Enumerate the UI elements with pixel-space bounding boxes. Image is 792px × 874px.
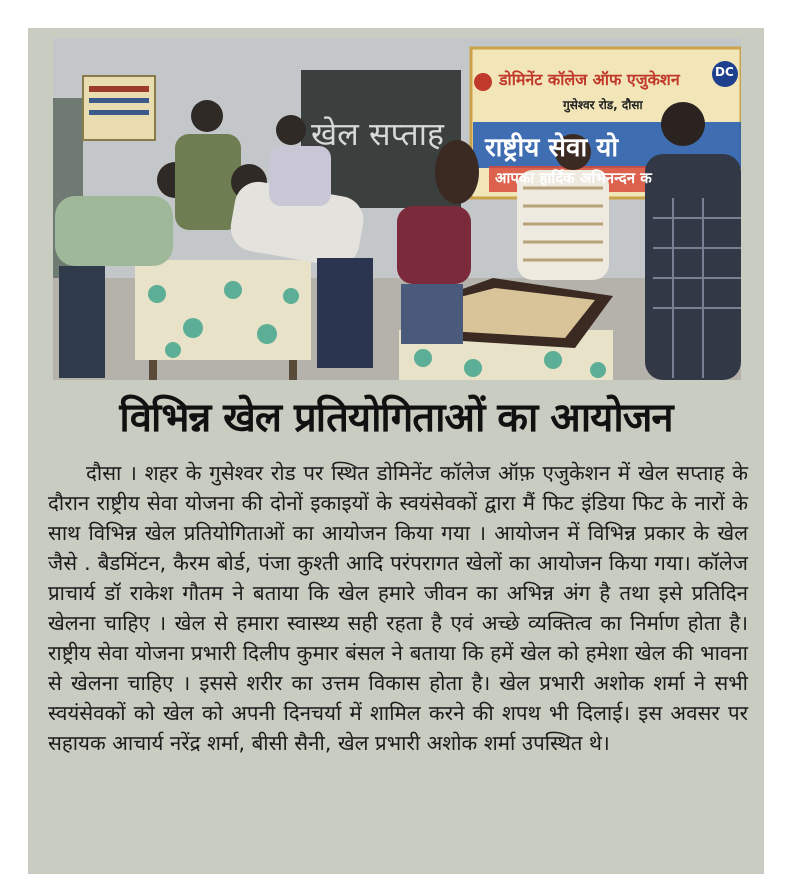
event-photo <box>53 38 741 380</box>
cropped-next-article-fragment <box>180 866 640 874</box>
banner-nss: राष्ट्रीय सेवा यो <box>485 133 619 163</box>
banner-address: गुसेश्वर रोड, दौसा <box>563 98 643 112</box>
banner-welcome: आपका हार्दिक अभिनन्दन क <box>495 169 652 187</box>
banner-logo: DC <box>715 65 734 79</box>
cropped-text-fragment <box>375 0 405 4</box>
article-body: दौसा । शहर के गुसेश्वर रोड पर स्थित डोमिनेंट कॉलेज ऑफ़ एजुकेशन में खेल सप्ताह के दौरान राष्ट्रीय सेवा योजना की दोनों इकाइयों के स्वयंसेवकों द्वारा मैं फिट इंडिया फिट के नारों के साथ विभिन्न खेल प्रतियोगिताओं का आयोजन किया गया । आयोजन में विभिन्न प्रकार के खेल जैसे . बैडमिंटन, कैरम बोर्ड, पंजा कुश्ती आदि परंपरागत खेलों का आयोजन किया गया। कॉलेज प्राचार्य डॉ राकेश गौतम ने बताया कि खेल हमारे जीवन का अभिन्न अंग है तथा इसे प्रतिदिन खेलना चाहिए । खेल से हमारा स्वास्थ्य सही रहता है एवं अच्छे व्यक्तित्व का निर्माण होता है। राष्ट्रीय सेवा योजना प्रभारी दिलीप कुमार बंसल ने बताया कि हमें खेल को हमेशा खेल की भावना से खेलना चाहिए । इससे शरीर का उत्तम विकास होता है। खेल प्रभारी अशोक शर्मा ने सभी स्वयंसेवकों को खेल को अपनी दिनचर्या में शामिल करने की शपथ भी दिलाई। इस अवसर पर सहायक आचार्य नरेंद्र शर्मा, बीसी सैनी, खेल प्रभारी अशोक शर्मा उपस्थित थे। <box>48 461 748 755</box>
banner-college-name: डोमिनेंट कॉलेज ऑफ एजुकेशन <box>499 70 680 89</box>
blackboard-text: खेल सप्ताह <box>311 115 445 153</box>
headline: विभिन्न खेल प्रतियोगिताओं का आयोजन <box>119 395 673 441</box>
newspaper-clipping <box>28 28 764 874</box>
